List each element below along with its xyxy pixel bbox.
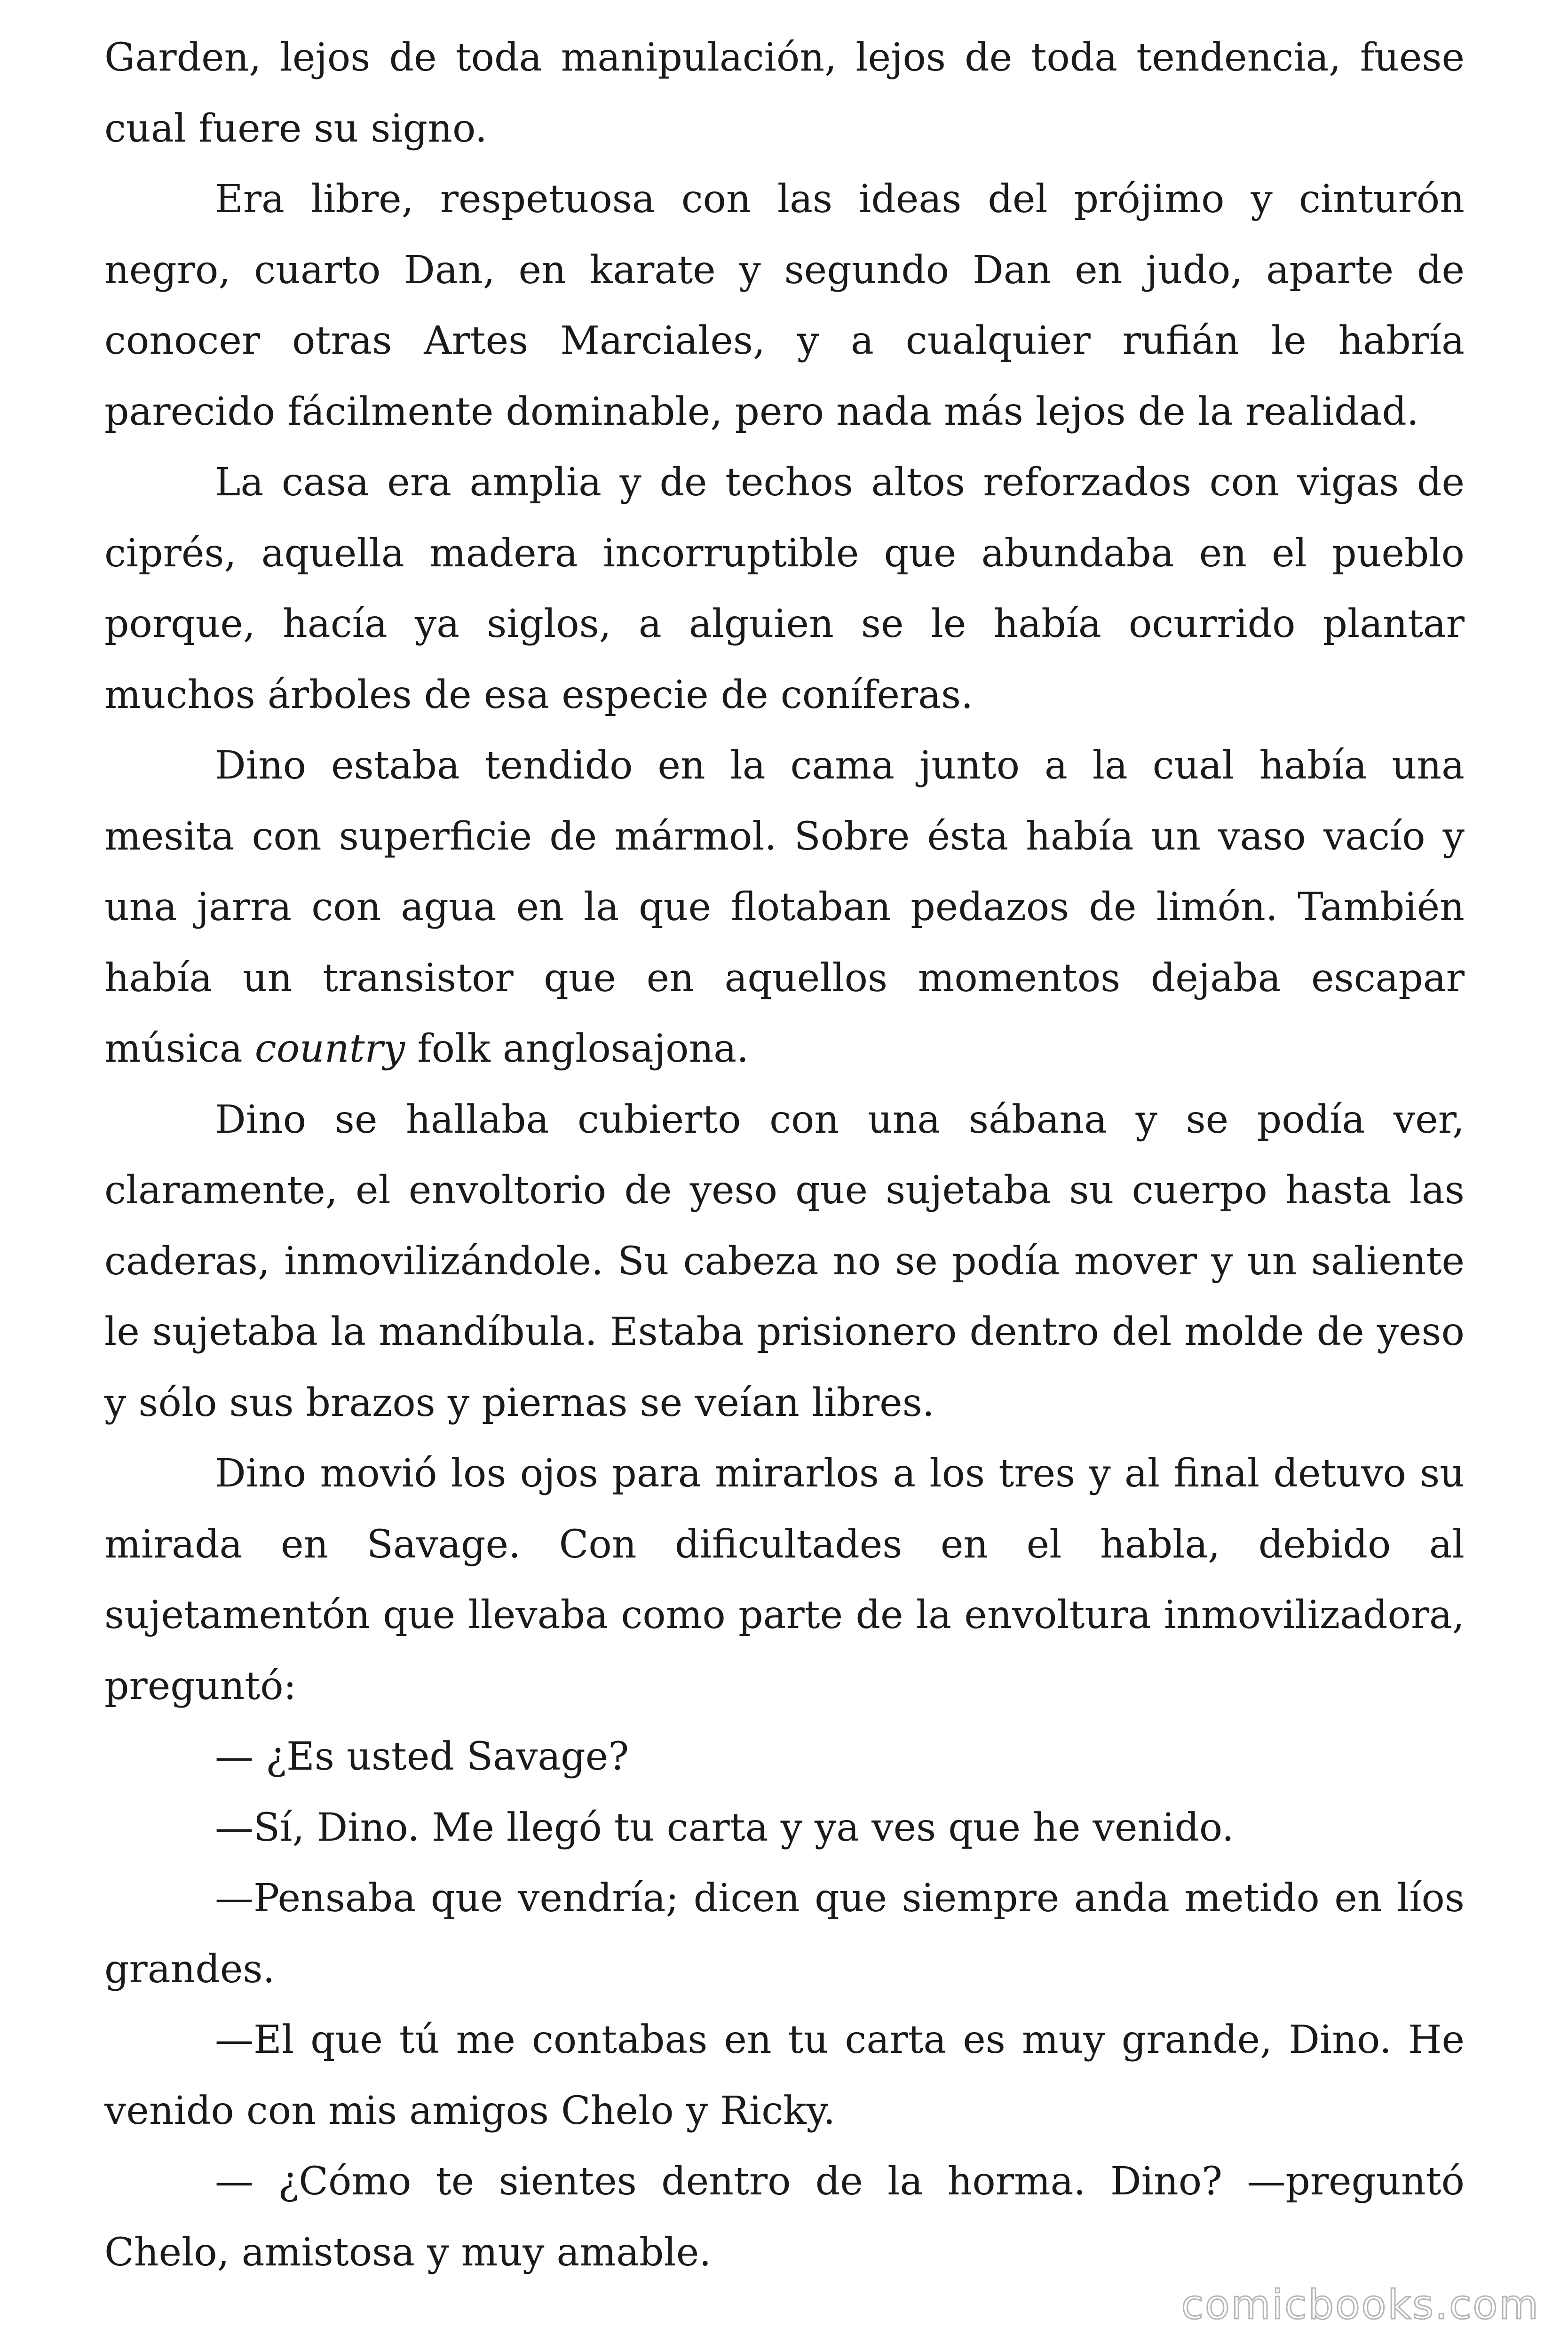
dialogue-line: — ¿Es usted Savage?	[215, 1734, 629, 1779]
body-text	[104, 23, 1465, 2288]
paragraph: La casa era amplia y de techos altos reforzados con vigas de ciprés, aquella madera incorruptible que abundaba en el pueblo porque, hacía ya siglos, a alguien se le había ocurrido plantar muchos árboles de esa especie de coníferas.	[104, 460, 1465, 717]
italic-word: country	[254, 1026, 405, 1071]
paragraph: Dino movió los ojos para mirarlos a los tres y al final detuvo su mirada en Savage. Con dificultades en el habla, debido al sujetamentón que llevaba como parte de la envoltura inmovilizadora, preguntó:	[104, 1451, 1465, 1708]
watermark: comicbooks.com	[1181, 2281, 1540, 2328]
dialogue-line: —El que tú me contabas en tu carta es muy grande, Dino. He venido con mis amigos Chelo y Ricky.	[104, 2018, 1465, 2133]
dialogue-line: —Pensaba que vendría; dicen que siempre anda metido en líos grandes.	[104, 1876, 1465, 1992]
paragraph-text: folk anglosajona.	[405, 1026, 749, 1071]
paragraph: Dino se hallaba cubierto con una sábana y se podía ver, claramente, el envoltorio de yeso que sujetaba su cuerpo hasta las caderas, inmovilizándole. Su cabeza no se podía mover y un saliente le sujetaba la mandíbula. Estaba prisionero dentro del molde de yeso y sólo sus brazos y piernas se veían libres.	[104, 1097, 1465, 1425]
paragraph: Era libre, respetuosa con las ideas del prójimo y cinturón negro, cuarto Dan, en karate y segundo Dan en judo, aparte de conocer otras Artes Marciales, y a cualquier rufián le habría parecido fácilmente dominable, pero nada más lejos de la realidad.	[104, 177, 1465, 434]
paragraph	[104, 731, 1465, 1085]
paragraph-text: Dino estaba tendido en la cama junto a la cual había una mesita con superficie de mármol. Sobre ésta había un vaso vacío y una jarra con agua en la que flotaban pedazos de limón. También había un transistor que en aquellos momentos dejaba escapar música	[104, 743, 1465, 1071]
paragraph: Garden, lejos de toda manipulación, lejos de toda tendencia, fuese cual fuere su signo.	[104, 35, 1465, 151]
dialogue-line: — ¿Cómo te sientes dentro de la horma. Dino? —preguntó Chelo, amistosa y muy amable.	[104, 2159, 1465, 2275]
dialogue-line: —Sí, Dino. Me llegó tu carta y ya ves que he venido.	[215, 1805, 1234, 1850]
